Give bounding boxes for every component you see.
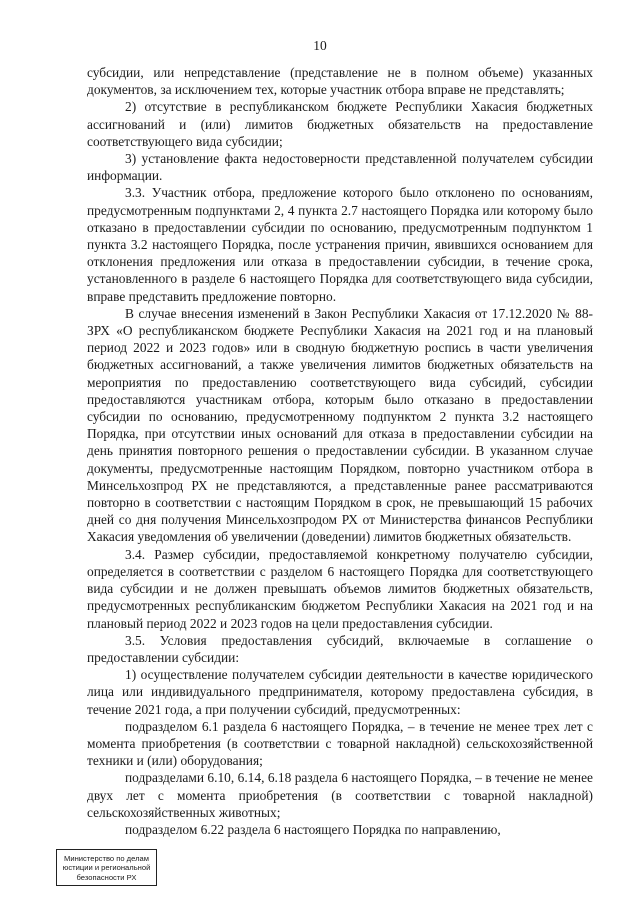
paragraph-subsections-6-10: подразделами 6.10, 6.14, 6.18 раздела 6 настоящего Порядка, – в течение не менее двух лет с момента приобретения (в соответствии с товарной накладной) сельскохозяйственных животных; <box>87 770 593 820</box>
page-number: 10 <box>313 38 327 53</box>
paragraph-3-4: 3.4. Размер субсидии, предоставляемой конкретному получателю субсидии, определяется в соответствии с разделом 6 настоящего Порядка для соответствующего вида субсидии и не должен превышать объемов лимитов бюджетных обязательств, предусмотренных республиканским бюджетом Республики Хакасия на 2021 год и на плановый период 2022 и 2023 годов на цели предоставления субсидии. <box>87 546 593 631</box>
paragraph-subsection-6-22: подразделом 6.22 раздела 6 настоящего Порядка по направлению, <box>125 821 501 837</box>
paragraph-item-2: 2) отсутствие в республиканском бюджете Республики Хакасия бюджетных ассигнований и (или) лимитов бюджетных обязательств на предоставление соответствующего вида субсидии; <box>87 99 593 149</box>
stamp-line-3: безопасности РХ <box>76 872 137 882</box>
stamp-line-1: Министерство по делам <box>64 854 149 863</box>
paragraph-budget-changes: В случае внесения изменений в Закон Республики Хакасия от 17.12.2020 № 88-ЗРХ «О республиканском бюджете Республики Хакасия на 2021 год и на плановый период 2022 и 2023 годов» или в сводную бюджетную роспись в части увеличения бюджетных ассигнований, а также увеличения лимитов бюджетных обязательств на мероприятия по предоставлению соответствующего вида субсидий, субсидии предоставляются участникам отбора, которым было отказано в предоставлении субсидии по основанию, предусмотренному подпунктом 2 пункта 3.2 настоящего Порядка, при отсутствии иных оснований для отказа в предоставлении субсидии на день принятия повторного решения о предоставлении субсидии. В указанном случае документы, предусмотренные настоящим Порядком, повторно участником отбора в Минсельхозпрод РХ не представляются, а представленные ранее рассматриваются повторно в соответствии с настоящим Порядком в срок, не превышающий 15 рабочих дней со дня получения Минсельхозпродом РХ от Министерства финансов Республики Хакасия уведомления об увеличении (доведении) лимитов бюджетных обязательств. <box>87 305 593 545</box>
registration-stamp <box>56 849 157 886</box>
paragraph-subsection-6-1: подразделом 6.1 раздела 6 настоящего Порядка, – в течение не менее трех лет с момента приобретения (в соответствии с товарной накладной) сельскохозяйственной техники и (или) оборудования; <box>87 718 593 769</box>
paragraph-3-5: 3.5. Условия предоставления субсидий, включаемые в соглашение о предоставлении субсидии: <box>87 632 593 665</box>
document-body <box>87 64 593 838</box>
paragraph-3-3: 3.3. Участник отбора, предложение которого было отклонено по основаниям, предусмотренным подпунктами 2, 4 пункта 2.7 настоящего Порядка или которому было отказано в предоставлении субсидии по основанию, предусмотренным подпунктом 1 пункта 3.2 настоящего Порядка, после устранения причин, явившихся основанием для отклонения предложения или отказа в предоставлении субсидии, в течение срока, установленного в разделе 6 настоящего Порядка для соответствующего вида субсидии, вправе представить предложение повторно. <box>87 185 593 304</box>
stamp-line-2: юстиции и региональной <box>62 863 151 873</box>
paragraph-continuation: субсидии, или непредставление (представление не в полном объеме) указанных документов, за исключением тех, которые участник отбора вправе не представлять; <box>87 65 593 98</box>
paragraph-condition-1: 1) осуществление получателем субсидии деятельности в качестве юридического лица или индивидуального предпринимателя, которому предоставлена субсидия, в течение 2021 года, а при получении субсидий, предусмотренных: <box>87 667 593 717</box>
paragraph-item-3: 3) установление факта недостоверности представленной получателем субсидии информации. <box>87 151 593 184</box>
